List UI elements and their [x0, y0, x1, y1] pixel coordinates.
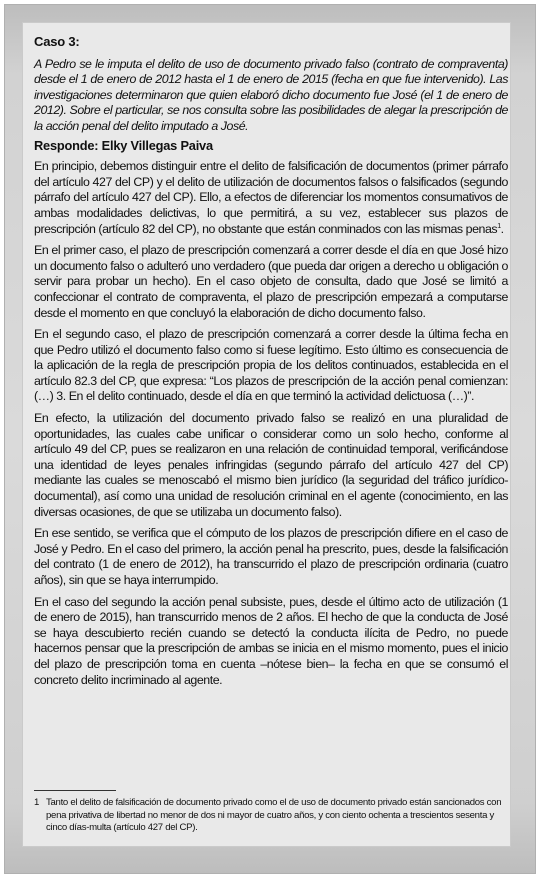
paragraph-6: En el caso del segundo la acción penal subsiste, pues, desde el último acto de utilización (1 de enero de 2015), han transcurrido menos de 2 años. El hecho de que la conducta de José se haya descubierto recién cuando se detectó la conducta ilícita de Pedro, no puede hacernos pensar que la prescripción de ambas se inicia en el mismo momento, pues el inicio del plazo de prescripción toma en cuenta –nótese bien– la fecha en que se consumó el concreto delito incriminado al agente. [34, 594, 508, 687]
paragraph-5: En ese sentido, se verifica que el cómputo de los plazos de prescripción difiere en el caso de José y Pedro. En el caso del primero, la acción penal ha prescrito, pues, desde la falsificación del contrato (1 de enero de 2012), ha transcurrido el plazo de prescripción ordinaria (cuatro años), sin que se haya interrumpido. [34, 526, 508, 587]
footnote-number: 1 [34, 797, 40, 808]
document-body [34, 34, 508, 694]
paragraph-2: En el primer caso, el plazo de prescripción comenzará a correr desde el día en que José hizo un documento falso o adulteró uno verdadero (que pueda dar origen a derecho u obligación o servir para probar un hecho). En el caso objeto de consulta, dado que José se limitó a confeccionar el contrato de compraventa, el plazo de prescripción empezará a computarse desde el momento en que concluyó la elaboración de dicho documento falso. [34, 243, 508, 320]
footnote-reference: 1 [497, 222, 501, 230]
respondent-line: Responde: Elky Villegas Paiva [34, 137, 213, 153]
case-description: A Pedro se le imputa el delito de uso de documento privado falso (contrato de compraventa) desde el 1 de enero de 2012 hasta el 1 de enero de 2015 (fecha en que fue intervenido). Las investigaciones determinaron que quien elaboró dicho documento fue José (el 1 de enero de 2012). Sobre el particular, se nos consulta sobre las posibilidades de alegar la prescripción de la acción penal del delito imputado a José. [34, 56, 508, 133]
case-title: Caso 3: [34, 34, 80, 49]
footnote [34, 797, 504, 835]
footnote-divider [34, 790, 116, 791]
paragraph-4: En efecto, la utilización del documento privado falso se realizó en una pluralidad de oportunidades, las cuales cabe unificar o considerar como un solo hecho, conforme al artículo 49 del CP, pues se realizaron en una relación de continuidad temporal, verificándose una identidad de leyes penales infringidas (segundo párrafo del artículo 427 del CP) mediante las cuales se menoscabó el mismo bien jurídico (la seguridad del tráfico jurídico-documental), así como una unidad de resolución criminal en el agente (conocimiento, en las diversas ocasiones, de que se utilizaba un documento falso). [34, 411, 508, 519]
paragraph-1-text: En principio, debemos distinguir entre el delito de falsificación de documentos (primer párrafo del artículo 427 del CP) y el delito de utilización de documentos falsos o falsificados (segundo párrafo del artículo 427 del CP). Ello, a efectos de diferenciar los momentos consumativos de ambas modalidades delictivas, lo que permitirá, a su vez, establecer sus plazos de prescripción (artículo 82 del CP), no obstante que están conminados con las mismas penas [34, 159, 508, 236]
paragraph-3: En el segundo caso, el plazo de prescripción comenzará a correr desde la última fecha en que Pedro utilizó el documento falso como si fuese legítimo. Esto último es consecuencia de la aplicación de la regla de prescripción propia de los delitos continuados, establecida en el artículo 82.3 del CP, que expresa: “Los plazos de prescripción de la acción penal comienzan: (…) 3. En el delito continuado, desde el día en que terminó la actividad delictuosa (…)”. [34, 327, 508, 404]
footnote-text: Tanto el delito de falsificación de documento privado como el de uso de documento privado están sancionados con pena privativa de libertad no menor de dos ni mayor de cuatro años, y con ciento ochenta a trescientos sesenta y cinco días-multa (artículo 427 del CP). [46, 797, 502, 833]
paragraph-1: En principio, debemos distinguir entre el delito de falsificación de documentos (primer párrafo del artículo 427 del CP) y el delito de utilización de documentos falsos o falsificados (segundo párrafo del artículo 427 del CP). Ello, a efectos de diferenciar los momentos consumativos de ambas modalidades delictivas, lo que permitirá, a su vez, establecer sus plazos de prescripción (artículo 82 del CP), no obstante que están conminados con las mismas penas$^1$. [34, 159, 508, 236]
